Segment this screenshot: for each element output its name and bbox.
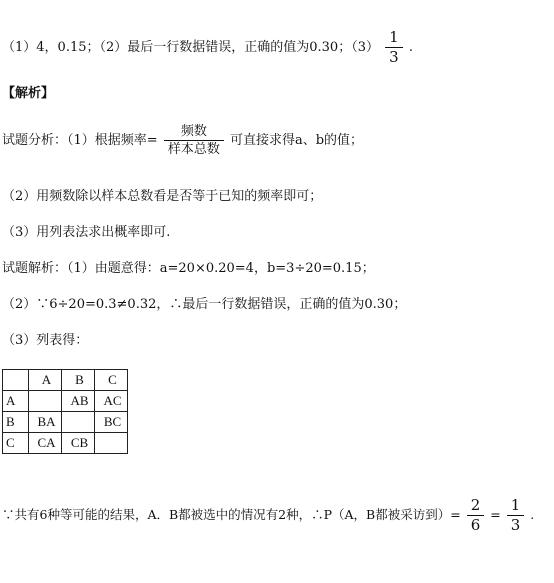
answer-text: （1）4，0.15；（2）最后一行数据错误，正确的值为0.30；（3）: [2, 40, 379, 55]
table-cell: BA: [29, 412, 62, 433]
solution-line-2: （2）∵6÷20=0.3≠0.32，∴最后一行数据错误，正确的值为0.30；: [2, 297, 407, 312]
probability-fraction-2-numerator: 1: [510, 496, 521, 514]
equals-sign: =: [490, 507, 501, 522]
answer-end: .: [408, 40, 413, 55]
analysis-line-1-suffix: 可直接求得a、b的值；: [229, 133, 364, 148]
frequency-fraction: [164, 125, 224, 156]
conclusion-line: [2, 498, 534, 533]
answer-fraction-numerator: 1: [389, 28, 399, 46]
analysis-heading: 【解析】: [2, 86, 55, 101]
table-cell: AC: [95, 391, 128, 412]
analysis-line-1: [2, 125, 363, 156]
conclusion-end: .: [530, 507, 535, 522]
probability-fraction-1-numerator: 2: [470, 496, 481, 514]
answer-fraction: [385, 30, 403, 65]
conclusion-text: ∵共有6种等可能的结果，A．B都被选中的情况有2种，∴P（A，B都被采访到）=: [2, 507, 461, 522]
answer-line: [2, 30, 413, 65]
table-cell: B: [62, 370, 95, 391]
solution-line-3: （3）列表得：: [2, 333, 89, 348]
table-cell: [3, 370, 29, 391]
table-row: [3, 412, 128, 433]
table-cell: A: [29, 370, 62, 391]
analysis-line-2: （2）用频数除以样本总数看是否等于已知的频率即可；: [2, 189, 323, 204]
table-cell: [29, 391, 62, 412]
table-cell: AB: [62, 391, 95, 412]
table-cell: A: [3, 391, 29, 412]
outcome-table: [2, 369, 128, 454]
table-cell: CA: [29, 433, 62, 454]
answer-fraction-denominator: 3: [389, 48, 399, 66]
frequency-fraction-denominator: 样本总数: [167, 142, 220, 157]
table-row: [3, 370, 128, 391]
probability-fraction-2-denominator: 3: [510, 516, 521, 534]
analysis-line-1-prefix: 试题分析：（1）根据频率=: [2, 133, 158, 148]
table-row: [3, 391, 128, 412]
analysis-line-3: （3）用列表法求出概率即可.: [2, 225, 171, 240]
frequency-fraction-numerator: 频数: [180, 124, 207, 139]
table-cell: B: [3, 412, 29, 433]
table-cell: BC: [95, 412, 128, 433]
table-cell: C: [3, 433, 29, 454]
table-cell: C: [95, 370, 128, 391]
probability-fraction-2: [507, 498, 525, 533]
solution-line-1: 试题解析：（1）由题意得：a=20×0.20=4，b=3÷20=0.15；: [2, 261, 375, 276]
table-cell: [62, 412, 95, 433]
table-row: [3, 433, 128, 454]
table-cell: CB: [62, 433, 95, 454]
table-cell: [95, 433, 128, 454]
probability-fraction-1-denominator: 6: [470, 516, 481, 534]
probability-fraction-1: [467, 498, 485, 533]
